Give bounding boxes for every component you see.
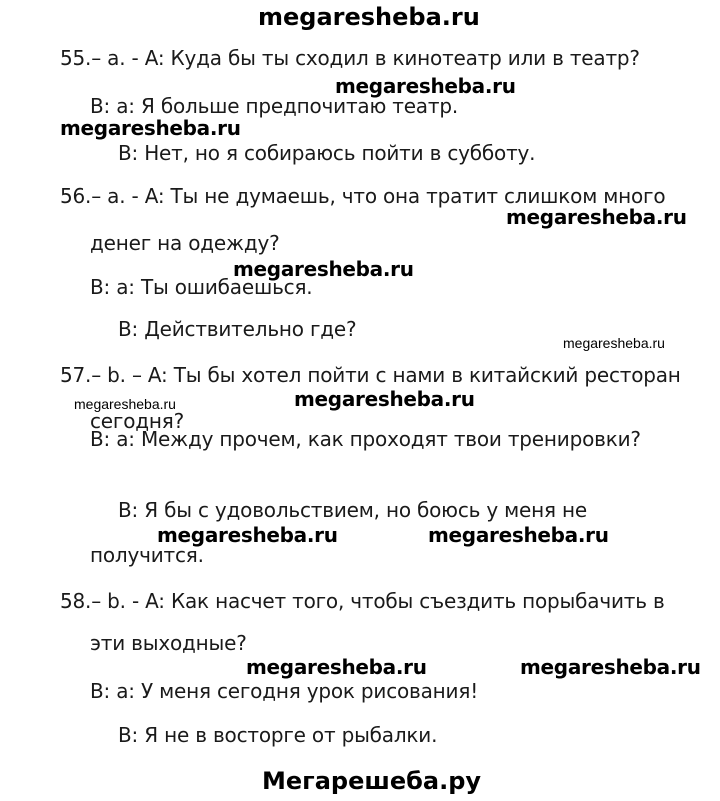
exercise-55-line-a: 55.– a. - A: Куда бы ты сходил в кинотеатр или в театр?	[60, 46, 640, 70]
exercise-56-line-a1: 56.– a. - A: Ты не думаешь, что она тратит слишком много	[60, 184, 666, 208]
exercise-57-line-a1: 57.– b. – A: Ты бы хотел пойти с нами в китайский ресторан	[60, 363, 681, 387]
exercise-58-line-a1: 58.– b. - A: Как насчет того, чтобы съездить порыбачить в	[60, 589, 665, 613]
exercise-56-line-a2: денег на одежду?	[90, 231, 280, 255]
header-watermark: megaresheba.ru	[258, 3, 480, 31]
exercise-57-line-b-a: B: a: Между прочем, как проходят твои тренировки?	[90, 427, 641, 451]
exercise-55-line-b: B: Нет, но я собираюсь пойти в субботу.	[118, 141, 536, 165]
exercise-56-line-b: B: Действительно где?	[118, 317, 357, 341]
exercise-58-line-b-a: B: a: У меня сегодня урок рисования!	[90, 679, 479, 703]
watermark: megaresheba.ru	[233, 257, 414, 281]
watermark: megaresheba.ru	[74, 396, 176, 412]
exercise-57-line-b1: B: Я бы с удовольствием, но боюсь у меня не	[118, 498, 587, 522]
exercise-55-line-b-a: B: a: Я больше предпочитаю театр.	[90, 94, 458, 118]
exercise-58-line-a2: эти выходные?	[90, 631, 247, 655]
watermark: megaresheba.ru	[428, 523, 609, 547]
footer-title: Мегарешеба.ру	[262, 767, 482, 795]
watermark: megaresheba.ru	[563, 335, 665, 351]
watermark: megaresheba.ru	[60, 116, 241, 140]
exercise-58-line-b: B: Я не в восторге от рыбалки.	[118, 723, 438, 747]
watermark: megaresheba.ru	[246, 655, 427, 679]
watermark: megaresheba.ru	[294, 387, 475, 411]
exercise-57-line-a2: сегодня?	[90, 409, 184, 433]
exercise-57-line-b2: получится.	[90, 543, 204, 567]
watermark: megaresheba.ru	[335, 74, 516, 98]
watermark: megaresheba.ru	[506, 205, 687, 229]
watermark: megaresheba.ru	[157, 523, 338, 547]
watermark: megaresheba.ru	[520, 655, 701, 679]
exercise-56-line-b-a: B: a: Ты ошибаешься.	[90, 275, 313, 299]
